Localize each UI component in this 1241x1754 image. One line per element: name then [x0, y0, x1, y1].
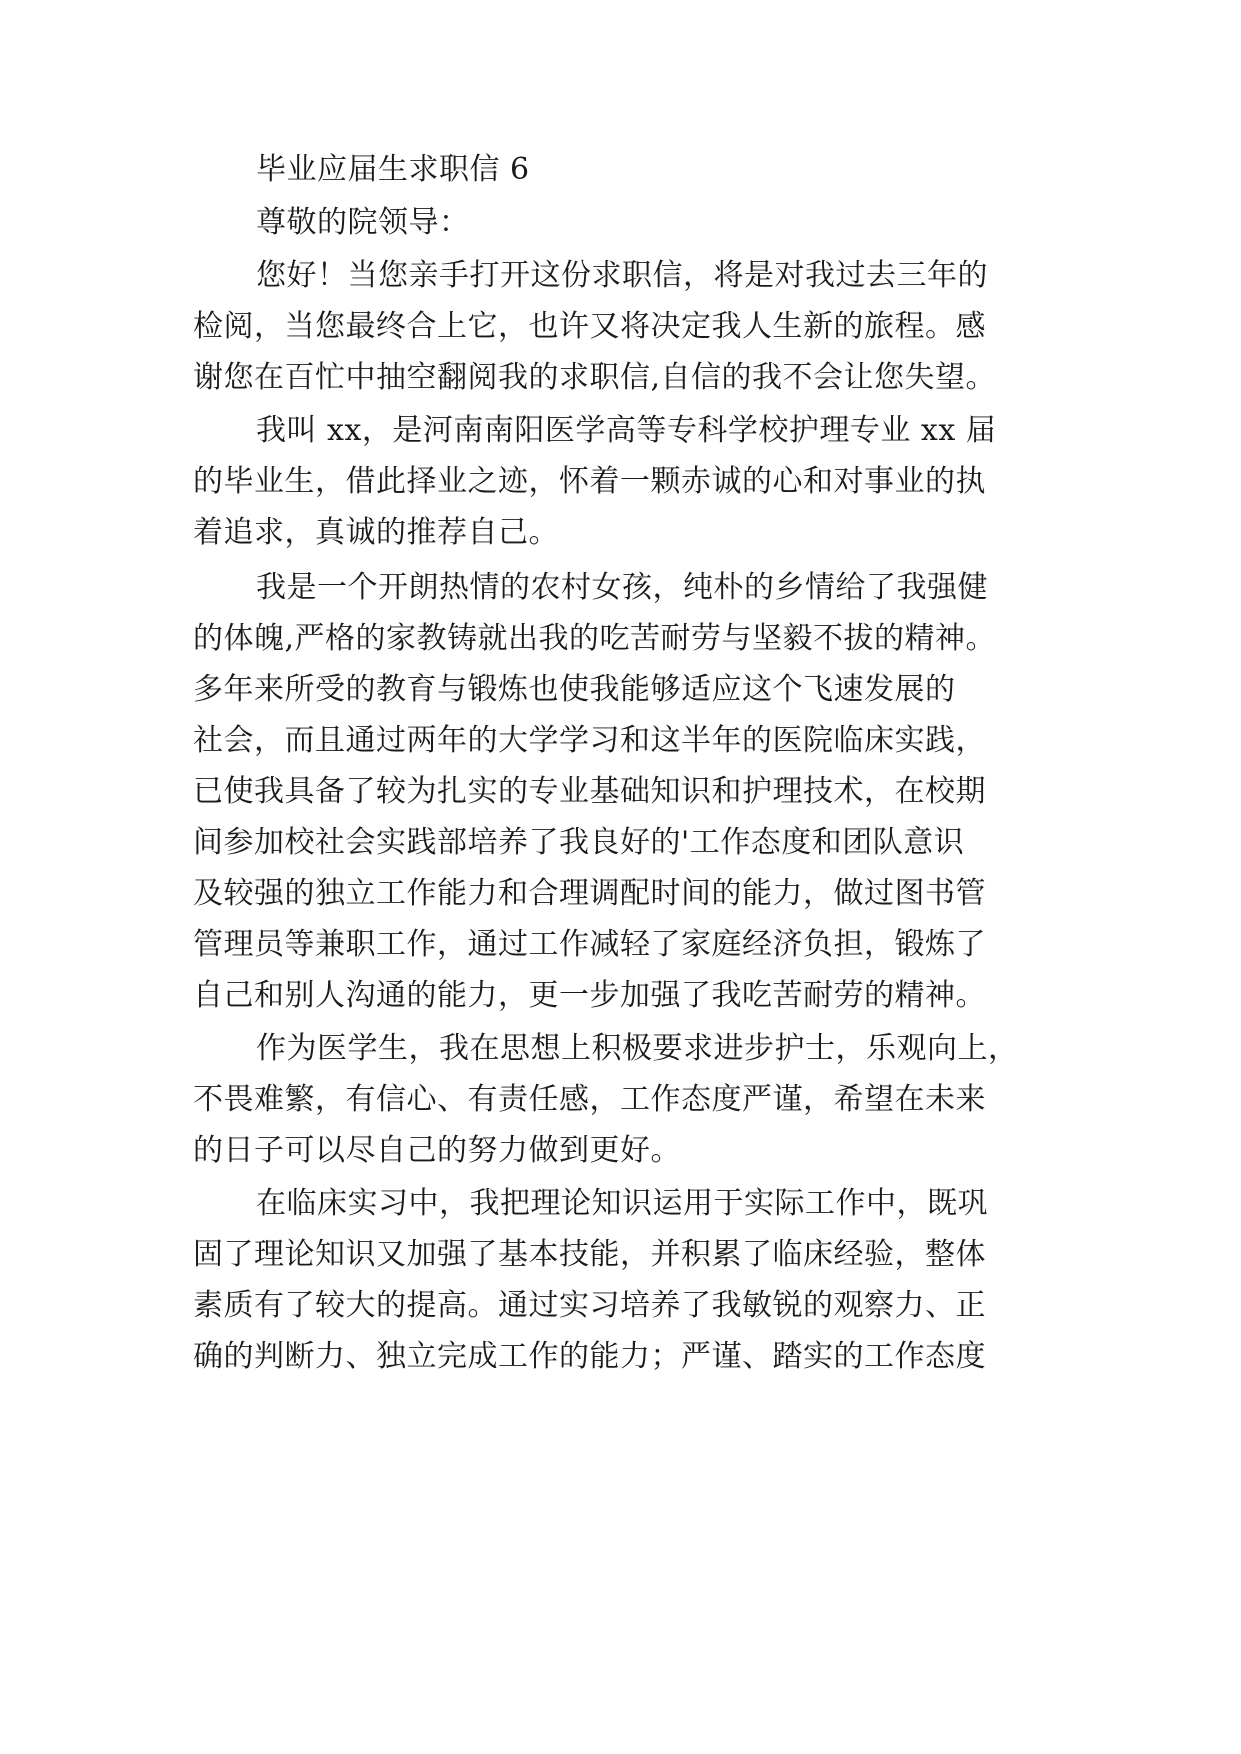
paragraph-line: 您好！当您亲手打开这份求职信，将是对我过去三年的 — [256, 258, 988, 293]
paragraph-line: 管理员等兼职工作，通过工作减轻了家庭经济负担，锻炼了 — [193, 927, 986, 962]
paragraph-line: 在临床实习中，我把理论知识运用于实际工作中，既巩 — [256, 1186, 988, 1221]
paragraph-line: 及较强的独立工作能力和合理调配时间的能力，做过图书管 — [193, 876, 986, 911]
document-title: 毕业应届生求职信 6 — [256, 152, 530, 187]
paragraph-line: 自己和别人沟通的能力，更一步加强了我吃苦耐劳的精神。 — [193, 978, 986, 1013]
salutation: 尊敬的院领导： — [256, 205, 470, 240]
paragraph-line: 着追求，真诚的推荐自己。 — [193, 515, 559, 550]
paragraph-line: 间参加校社会实践部培养了我良好的'工作态度和团队意识 — [193, 825, 965, 860]
paragraph-line: 固了理论知识又加强了基本技能，并积累了临床经验，整体 — [193, 1237, 986, 1272]
paragraph-line: 社会，而且通过两年的大学学习和这半年的医院临床实践， — [193, 723, 986, 758]
paragraph-line: 我叫 xx，是河南南阳医学高等专科学校护理专业 xx 届 — [256, 413, 997, 448]
paragraph-line: 不畏难繁，有信心、有责任感，工作态度严谨，希望在未来 — [193, 1082, 986, 1117]
paragraph-line: 的毕业生，借此择业之迹，怀着一颗赤诚的心和对事业的执 — [193, 464, 986, 499]
paragraph-line: 作为医学生，我在思想上积极要求进步护士，乐观向上， — [256, 1031, 1019, 1066]
paragraph-line: 已使我具备了较为扎实的专业基础知识和护理技术，在校期 — [193, 774, 986, 809]
paragraph-line: 我是一个开朗热情的农村女孩，纯朴的乡情给了我强健 — [256, 570, 988, 605]
paragraph-line: 确的判断力、独立完成工作的能力；严谨、踏实的工作态度 — [193, 1339, 986, 1374]
paragraph-line: 的体魄,严格的家教铸就出我的吃苦耐劳与坚毅不拔的精神。 — [193, 621, 997, 656]
paragraph-line: 检阅，当您最终合上它，也许又将决定我人生新的旅程。感 — [193, 309, 986, 344]
paragraph-line: 的日子可以尽自己的努力做到更好。 — [193, 1133, 681, 1168]
paragraph-line: 素质有了较大的提高。通过实习培养了我敏锐的观察力、正 — [193, 1288, 986, 1323]
paragraph-line: 谢您在百忙中抽空翻阅我的求职信,自信的我不会让您失望。 — [193, 360, 997, 395]
paragraph-line: 多年来所受的教育与锻炼也使我能够适应这个飞速发展的 — [193, 672, 956, 707]
